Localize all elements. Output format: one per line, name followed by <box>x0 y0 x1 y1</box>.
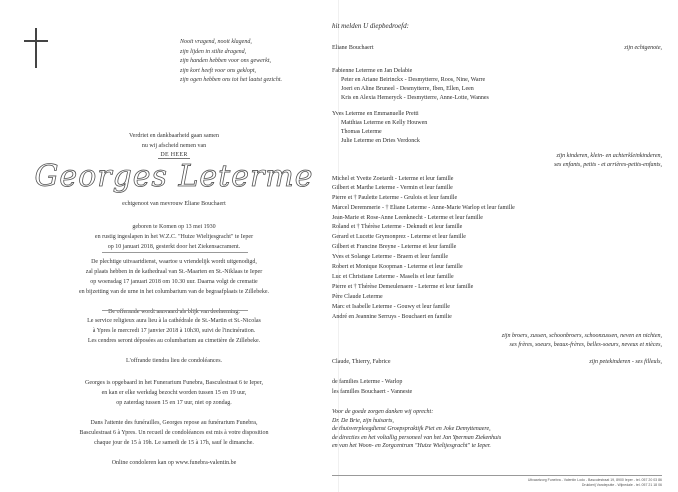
family-member-text: Roland et † Thérèse Leterme - Deknudt et leur famille <box>332 224 463 230</box>
deceased-name: Georges Leterme <box>34 159 314 194</box>
funeral-info-dutch: De plechtige uitvaartdienst, waartoe u vriendelijk wordt uitgenodigd, zal plaats hebben in de kathedraal van St.-Maarten en St.-Niklaas te Ieper op woensdag 17 januari 2018 om 10.30 uur. Daarna volgt de crematie en bijzetting van de urne in het columbarium van de begraafplaats te Zillebeke. De offerande wordt aanvaard als blijk van deelneming. <box>78 259 270 315</box>
viewing-info: Georges is opgebaard in het Funerarium Funebra, Basculestraat 6 te Ieper, en kan er elke werkdag bezocht worden tussen 15 en 19 uur, op zaterdag tussen 15 en 17 uur, niet op zondag. Dans l'attente des funérailles, Georges repose au funérarium Funebra, Basculestraat 6 à Ypres. Un recueil de condoléances est mis à votre disposition chaque jour de 15 à 19h. Le samedi de 15 à 17h, sauf le dimanche. Online condoleren kan op www.funebra-valentin.be <box>20 378 328 468</box>
family-member-text: Père Claude Leterme <box>332 294 383 300</box>
family-member-text: André en Jeannine Serruys - Bouchaert en familie <box>332 314 452 320</box>
thanks-section: Voor de goede zorgen danken wij oprecht: Dr. De Brie, zijn huisarts, de thuisverpleegdienst Groepspraktijk Piet en Joke Demyttenaere, de directies en het voltallig personeel van het Jan Yperman Ziekenhuis en van het Woon- en Zorgcentrum "Huize Wieltjesgracht" te Ieper. <box>332 409 502 450</box>
family-member-text: Matthias Leterme en Kelly Houwen <box>332 120 428 126</box>
family-member-text: Gilbert et Francine Breyne - Leterme et leur famille <box>332 244 457 250</box>
spouse-line: echtgenoot van mevrouw Eliane Bouchaert <box>122 201 226 207</box>
family-member-text: Yves et Solange Leterme - Braem et leur famille <box>332 254 449 260</box>
family-member-text: Gilbert et Marthe Leterme - Vermin et leur famille <box>332 185 453 191</box>
poem-line: zijn handen hebben voor ons gewerkt, <box>180 58 271 64</box>
poem-line: Nooit vragend, nooit klagend, <box>180 39 252 45</box>
relation-note-siblings: zijn broers, zussen, schoonbroers, schoonzussen, neven en nichten, ses frères, soeurs, beaux-frères, belles-soeurs, neveux et nièces, <box>501 333 662 348</box>
family-member-text: Luc et Christiane Leterme - Maselis et leur famille <box>332 274 454 280</box>
relation-label: zijn petekinderen - ses filleuls, <box>589 359 662 365</box>
printer-footer: Uitvaartzorg Funebra - Valentin Lodo - Basculestraat 19, 8900 Ieper - tel. 057 20 03 86 Drukkerij Vandeputte - Wijnedale - tel. 057 21 18 06 <box>332 475 662 476</box>
poem-line: zijn ogen hebben ons tot het laatst gezicht. <box>180 77 282 83</box>
divider <box>102 310 248 311</box>
family-member-text: Marcel Deremmerie - † Eliane Leterme - Anne-Marie Warlop et leur famille <box>332 205 515 211</box>
cross-icon <box>24 28 50 68</box>
poem <box>180 38 330 86</box>
relation-note-children: zijn kinderen, klein- en achterkleinkinderen, ses enfants, petits - et arrières-petits-enfants, <box>554 153 662 168</box>
title-label: DE HEER <box>160 152 188 158</box>
family-member-text: Gerard et Lucette Grymonprez - Leterme et leur famille <box>332 234 466 240</box>
poem-line: zijn kort heeft voor ons geklopt, <box>180 67 256 74</box>
family-member-text: Claude, Thierry, Fabrice <box>332 359 391 365</box>
family-member-text: Marc et Isabelle Leterme - Gouwy et leur famille <box>332 304 450 310</box>
family-page <box>332 0 678 492</box>
family-member-text: Fabienne Leterme en Jan Delabie <box>332 68 413 74</box>
condolence-website: Online condoleren kan op www.funebra-valentin.be <box>111 460 237 466</box>
family-member-text: Jean-Marie et Rose-Anne Leenknecht - Leterme et leur famille <box>332 215 483 221</box>
relation-label: zijn echtgenote, <box>624 45 662 51</box>
family-member-text: Robert et Monique Koopman - Leterme et leur famille <box>332 264 463 270</box>
announcement-header: hit melden U diepbedroefd: <box>332 22 409 30</box>
family-member-text: Eliane Bouchaert <box>332 45 374 51</box>
family-member-text: de families Leterme - Warlop <box>332 379 403 385</box>
family-member-text: Thomas Leterme <box>332 129 382 135</box>
family-member-text: Peter en Ariane Beirinckx - Desmytterre, Roos, Nine, Warre <box>332 77 486 83</box>
family-member-text: Yves Leterme en Emmanuelle Pretti <box>332 111 419 117</box>
intro-text: Verdriet en dankbaarheid gaan samen nu wij afscheid nemen van <box>129 133 219 149</box>
family-member-text: Julie Leterme en Dries Verdonck <box>332 138 420 144</box>
poem-line: zijn lijden in stilte dragend, <box>180 48 247 55</box>
family-member-text: Joeri en Aline Bruneel - Desmytterre, Iben, Ellen, Leen <box>332 86 474 92</box>
family-member-text: Pierre et † Thérèse Demeulenaere - Leterme et leur famille <box>332 284 474 290</box>
family-member-text: Kris en Alexia Hemeryck - Desmytterre, Anne-Lotte, Wannes <box>332 95 489 101</box>
divider <box>102 252 248 253</box>
family-member-text: Michel et Yvette Zoetardt - Leterme et leur famille <box>332 176 454 182</box>
family-member-text: les familles Bouchaert - Vanneste <box>332 389 413 395</box>
funeral-info-french: Le service religieux aura lieu à la cathédrale de St.-Martin et St.-Nicolas à Ypres le mercredi 17 janvier 2018 à 10h30, suivi de l'incinération. Les cendres seront déposées au columbarium au cimetière de Zillebeke. L'offrande tiendra lieu de condoléances. <box>87 318 261 364</box>
family-member-text: Pierre et † Paulette Leterme - Grulois et leur famille <box>332 195 458 201</box>
birth-death-info: geboren te Komen op 13 mei 1930 en rustig ingeslapen in het W.Z.C. "Huize Wieltjesgracht" te Ieper op 10 januari 2018, gesterkt door het Ziekensacrament. <box>94 224 254 250</box>
